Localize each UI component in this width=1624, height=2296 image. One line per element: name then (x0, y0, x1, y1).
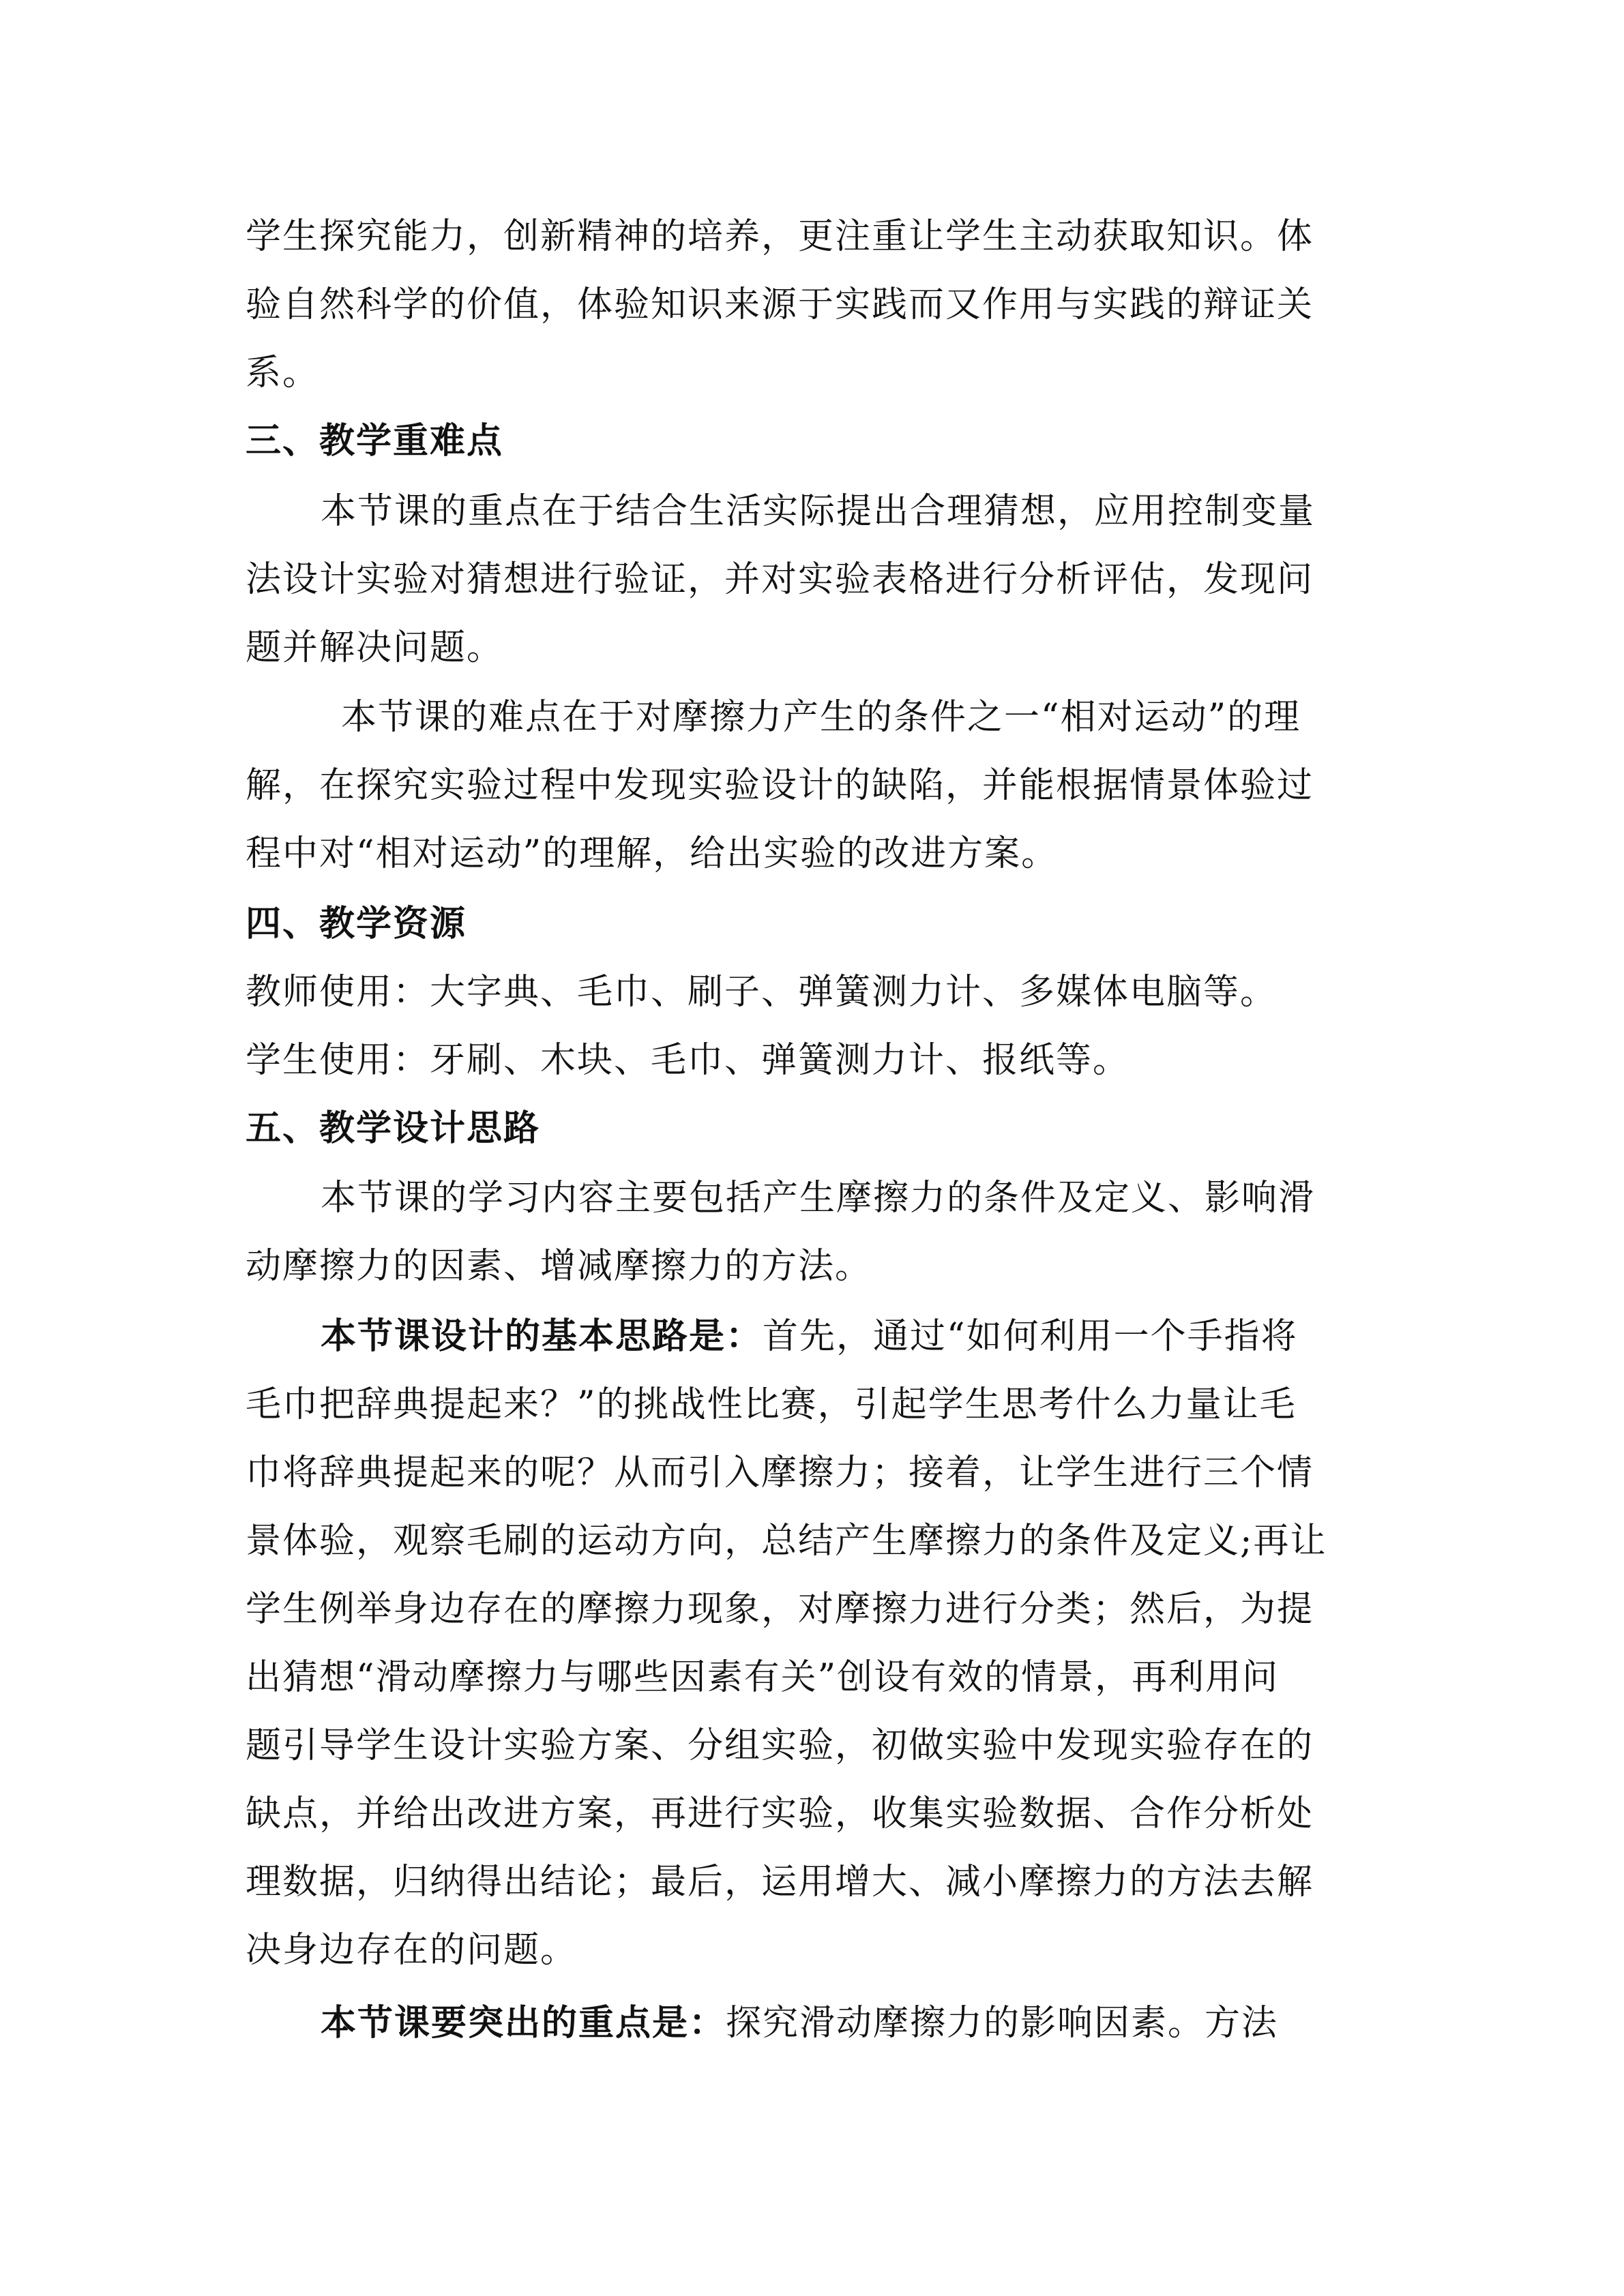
paragraph-line: 验自然科学的价值，体验知识来源于实践而又作用与实践的辩证关 (246, 284, 1314, 325)
bold-lead-text: 本节课要突出的重点是： (321, 2003, 726, 2044)
section-heading: 三、教学重难点 (246, 421, 504, 462)
paragraph-text: 首先，通过“如何利用一个手指将 (763, 1316, 1298, 1357)
paragraph-line: 决身边存在的问题。 (246, 1930, 578, 1971)
paragraph-line: 学生探究能力，创新精神的培养，更注重让学生主动获取知识。体 (246, 216, 1314, 257)
paragraph-line: 题引导学生设计实验方案、分组实验，初做实验中发现实验存在的 (246, 1725, 1314, 1766)
paragraph-line: 景体验，观察毛刷的运动方向，总结产生摩擦力的条件及定义;再让 (246, 1521, 1327, 1562)
paragraph-line: 本节课的难点在于对摩擦力产生的条件之一“相对运动”的理 (341, 697, 1301, 738)
paragraph-line: 学生例举身边存在的摩擦力现象，对摩擦力进行分类；然后，为提 (246, 1589, 1314, 1630)
paragraph-line: 系。 (246, 353, 320, 393)
resource-line: 学生使用：牙刷、木块、毛巾、弹簧测力计、报纸等。 (246, 1040, 1130, 1081)
paragraph-line: 本节课的重点在于结合生活实际提出合理猜想，应用控制变量 (321, 491, 1316, 532)
paragraph-line (321, 1315, 1298, 1358)
paragraph-line: 巾将辞典提起来的呢？从而引入摩擦力；接着，让学生进行三个情 (246, 1452, 1314, 1493)
paragraph-line: 程中对“相对运动”的理解，给出实验的改进方案。 (246, 833, 1059, 874)
paragraph-line: 缺点，并给出改进方案，再进行实验，收集实验数据、合作分析处 (246, 1793, 1314, 1834)
paragraph-text: 探究滑动摩擦力的影响因素。方法 (726, 2003, 1279, 2044)
paragraph-line: 本节课的学习内容主要包括产生摩擦力的条件及定义、影响滑 (321, 1178, 1316, 1219)
paragraph-line: 动摩擦力的因素、增减摩擦力的方法。 (246, 1246, 872, 1287)
paragraph-line: 毛巾把辞典提起来？”的挑战性比赛，引起学生思考什么力量让毛 (246, 1384, 1297, 1425)
paragraph-line: 题并解决问题。 (246, 627, 504, 668)
section-heading: 五、教学设计思路 (246, 1108, 541, 1149)
paragraph-line: 理数据，归纳得出结论；最后，运用增大、减小摩擦力的方法去解 (246, 1862, 1314, 1903)
section-heading: 四、教学资源 (246, 904, 467, 944)
paragraph-line: 法设计实验对猜想进行验证，并对实验表格进行分析评估，发现问 (246, 559, 1314, 600)
resource-line: 教师使用：大字典、毛巾、刷子、弹簧测力计、多媒体电脑等。 (246, 972, 1278, 1013)
paragraph-line: 解，在探究实验过程中发现实验设计的缺陷，并能根据情景体验过 (246, 765, 1314, 806)
paragraph-line: 出猜想“滑动摩擦力与哪些因素有关”创设有效的情景，再利用问 (246, 1657, 1280, 1698)
paragraph-line (321, 2001, 1278, 2045)
bold-lead-text: 本节课设计的基本思路是： (321, 1316, 763, 1357)
